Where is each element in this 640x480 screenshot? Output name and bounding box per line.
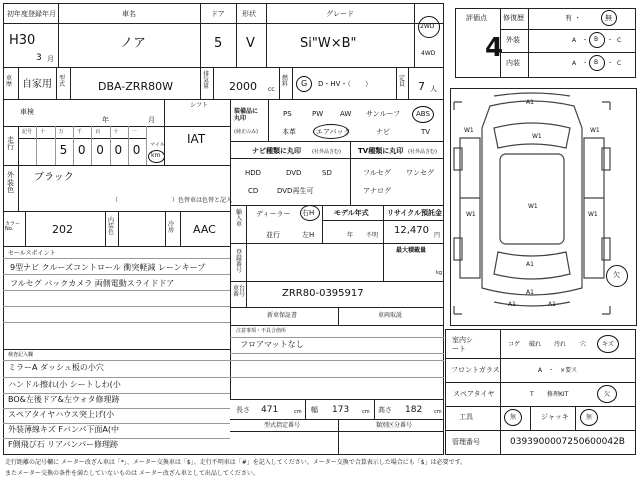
rule [3,306,230,307]
mile-unit: マイル [150,142,165,148]
inspector-line: ハンドル擦れ(小 シートしわ(小 [8,380,121,389]
shape-value: V [246,36,255,51]
chassis-value: ZRR80-0395917 [282,288,364,299]
damage-mark: A1 [548,301,556,308]
width-label: 幅 [311,406,318,414]
divider [230,281,444,282]
tv-type-sub: (社外品含む) [408,149,437,155]
col-divider [18,67,19,99]
col-divider [213,67,214,99]
col-divider [58,3,59,67]
int-dot: ・ [607,60,614,67]
digit-col-divider [110,126,111,165]
divider [230,325,444,326]
divider [445,358,636,359]
inspector-label: 検査記入欄 [8,352,34,358]
damage-mark: W1 [532,133,542,140]
divider [322,205,323,243]
color-no-label: カラーNo. [5,221,21,232]
capacity-unit: 人 [430,85,437,93]
repair-none: 無 [605,14,612,22]
door-label: ドア [211,10,225,18]
control-no-value: 0393900007250600042B [510,437,625,447]
sales-point-line: 9型ナビ クルーズコントロール 衝突軽減 レーンキープ [10,263,206,272]
damage-mark: A1 [508,301,516,308]
divider [230,243,444,244]
import-parallel: 並行 [266,231,280,239]
inspection-month: 月 [148,116,155,124]
displacement-label: 排気量 [203,71,210,90]
ext-c: C [617,37,622,44]
mileage-digit: 0 [114,143,123,157]
first-reg-month-unit: 月 [47,55,54,63]
divider [230,205,444,206]
interior-eval-label: 内装 [506,59,520,67]
tools-value: 無 [510,414,517,421]
first-reg-label: 初年度登録年月 [7,10,56,18]
sales-point-label: セールスポイント [8,250,56,257]
damage-mark: W1 [464,127,474,134]
row2-bottom [3,99,444,100]
divider [246,205,247,243]
divider [246,243,247,307]
equip-airbag: エアバック [316,128,351,136]
footer-note-1: 走行距離の記号欄に メーター改ざん車は「*」、メーター交換車は「$」、走行不明車は「#」を記入してください。メーター交換で合算表示した場合にも「$」は必要です。 [5,459,467,466]
length-cm: cm [294,409,302,415]
spare-tire-label: スペアタイヤ [453,390,495,398]
color-value: ブラック [34,172,74,183]
inspector-line: ミラーA ダッシュ板の小穴 [8,363,104,372]
type-number-label: 型式指定番号 [264,422,301,429]
int-dot: ・ [582,60,589,67]
divider [445,406,636,407]
car-name-label: 車名 [122,10,136,18]
rule [3,290,230,291]
col-divider [279,67,280,99]
divider [374,399,375,419]
damage-mark: A1 [526,289,534,296]
equip-sunroof: サンルーフ [366,110,401,118]
rule [3,423,230,424]
inspection-year: 年 [102,116,109,124]
digit-header: 万 [58,129,64,135]
width-value: 173 [332,405,350,415]
shape-label: 形状 [242,10,256,18]
mileage-digit: 0 [132,143,141,157]
shift-value: IAT [187,132,206,146]
digit-header: 記号 [22,129,33,135]
rule [3,393,230,394]
front-glass-label: フロントガラス [451,366,500,374]
displacement-value: 2000 [229,80,257,93]
category-number-label: 類別区分番号 [376,422,413,429]
drive-2wd: 2WD [420,23,435,30]
equip-tv: TV [421,128,431,136]
divider [3,211,230,212]
grade-label: グレード [326,10,354,18]
equipment-sublabel: (純正のみ) [234,129,258,135]
divider [528,8,529,78]
mileage-digit: 5 [59,143,68,157]
interior-seat-label: 室内シート [452,336,473,354]
import-label: 輸入車 [236,209,243,228]
navi-dvd-play: DVD再生可 [277,187,314,195]
damage-mark: A1 [526,261,534,268]
model-year-label: モデル年式 [334,209,369,217]
divider [230,158,444,159]
equip-abs: ABS [416,110,430,118]
rule [3,408,230,409]
divider [3,349,230,350]
navi-type-label: ナビ種類に丸印 [252,147,301,155]
first-reg-era: H30 [9,33,36,48]
rule [3,438,230,439]
col-divider [292,67,293,99]
digit-header: 十 [40,129,46,135]
divider [25,211,26,246]
inspector-line: F側飛び石 リアバンパー修理跡 [8,440,118,449]
equip-ps: PS [283,110,292,118]
rule [230,337,444,338]
length-label: 長さ [236,406,250,414]
width-cm: cm [362,409,370,415]
divider [268,99,269,141]
digit-header: 百 [95,129,101,135]
divider [500,29,636,30]
col-divider [266,3,267,67]
inspector-line: スペアタイヤハウス突上げ(小 [8,410,115,419]
model-label: 型式 [59,75,66,88]
height-value: 182 [405,405,423,415]
footer-note-2: またメーター交換の条件を満たしていないものは メーター改ざん車として出品してください。 [5,470,259,477]
divider [322,220,444,221]
divider [305,399,306,419]
digit-col-divider [128,126,129,165]
digit-header: 千 [76,129,82,135]
jack-label: ジャッキ [541,413,569,421]
divider [338,419,339,455]
import-right: 右H [302,209,315,217]
recycle-value: 12,470 [394,225,429,236]
rule [3,274,230,275]
divider [575,406,576,430]
damage-mark: W1 [588,211,598,218]
interior-label: 内装色 [108,217,115,236]
spare-none: 欠 [604,391,611,398]
equip-navi: ナビ [376,128,390,136]
drive-4wd: 4WD [421,50,436,57]
tv-analog: アナログ [363,187,391,195]
equip-leather: 本革 [282,128,296,136]
navi-sd: SD [322,169,332,177]
divider [230,307,444,308]
int-b: B [594,59,599,66]
digit-col-divider [146,126,147,165]
color-note: （ ）色替車は色替と記入 [112,197,233,204]
center-divider [230,99,231,399]
inspector-line: 外装薄線キズ Fバンパ下面A(中 [8,425,120,434]
int-a: A [572,60,577,67]
km-unit: km [151,152,161,159]
color-label: 外装色 [7,171,14,195]
col-divider [70,67,71,99]
rule [3,360,444,361]
recycle-label: リサイクル預託金 [387,209,443,217]
max-load-label: 最大積載量 [396,247,427,254]
note-value: フロアマットなし [240,340,304,349]
digit-col-divider [36,126,37,165]
mileage-label: 走行 [7,136,14,151]
tools-label: 工具 [459,413,473,421]
car-name-value: ノア [120,36,147,51]
exterior-label: 外装 [506,36,520,44]
first-reg-month: 3 [36,53,42,63]
mileage-digit: 0 [77,143,86,157]
col-divider [414,3,415,67]
navi-cd: CD [248,187,259,195]
import-dealer: ディーラー [256,210,291,218]
rule [3,258,230,259]
front-glass-value: A ・ ×要ス [538,367,578,374]
digit-col-divider [55,126,56,165]
divider [18,165,19,211]
score-value: 4 [485,33,504,63]
digit-header: 一 [131,129,137,135]
ext-dot: ・ [607,37,614,44]
fuel-g: G [301,79,308,88]
col-divider [200,3,201,67]
damage-mark: W1 [528,203,538,210]
damage-mark: A1 [526,99,534,106]
shift-label: シフト [190,102,209,109]
rule [3,322,230,323]
model-year-year: 年 [347,232,354,239]
capacity-value: 7 [418,80,425,93]
rule [3,377,444,378]
divider [118,211,119,246]
spare-marker-text: 欠 [613,271,620,279]
tv-oneseg: ワンセグ [406,169,434,177]
seat-hole: 穴 [580,341,587,348]
divider [3,165,230,166]
chassis-label: 車台番号 [233,285,246,298]
fuel-label: 燃料 [282,75,289,88]
history-label: 車歴 [6,75,13,88]
divider [500,52,636,53]
ext-b: B [594,36,599,43]
fuel-options: D・HV・（ ） [318,80,372,88]
divider [230,431,444,432]
tv-fullseg: フルセグ [363,169,391,177]
col-divider [408,67,409,99]
digit-header: 十 [113,129,119,135]
col-divider [396,67,397,99]
doors-value: 5 [214,36,223,51]
divider [500,329,501,455]
divider [350,141,351,205]
divider [338,307,339,325]
divider [105,211,106,246]
seat-scratch: キズ [602,341,614,348]
digit-col-divider [73,126,74,165]
usage-value: 自家用 [22,79,52,90]
divider [180,211,181,246]
notes-label: 注意事項・不具合箇所 [236,328,287,334]
inspection-label: 車検 [20,108,34,116]
divider [18,126,19,165]
seat-burn: コゲ [508,341,521,348]
ext-dot: ・ [582,37,589,44]
col-divider [236,3,237,67]
inspector-line: BO&左後ドア&左ウォタ修理跡 [8,395,120,404]
ac-label: 冷房 [168,221,175,234]
seat-tear: 破れ [529,341,542,348]
equip-aw: AW [340,110,352,118]
sales-point-line: フルセグ バックカメラ 両側電動スライドドア [10,279,175,288]
import-left: 左H [302,231,315,239]
equipment-label: 装備品に丸印 [234,108,259,123]
divider [230,419,444,420]
reg-no-label: 登録番号 [236,249,243,274]
divider [445,430,636,431]
divider [530,406,531,430]
col-divider [56,67,57,99]
navi-hdd: HDD [245,169,262,177]
grade-value: Si"W×B" [300,36,357,51]
height-label: 高さ [378,406,392,414]
kg-unit: kg [436,270,443,276]
capacity-label: 定員 [399,75,406,88]
damage-mark: W1 [466,211,476,218]
length-value: 471 [261,405,279,415]
mileage-digit: 0 [96,143,104,157]
car-body-diagram [450,88,637,326]
color-no-value: 202 [52,223,73,236]
digit-col-divider [91,126,92,165]
navi-dvd: DVD [286,169,302,177]
spare-kit: 修理KIT [547,391,569,398]
divider [230,141,444,142]
divider [445,382,636,383]
navi-type-sub: (社外品含む) [312,149,341,155]
height-cm: cm [434,409,442,415]
damage-mark: W1 [590,127,600,134]
row1-divider [3,23,444,24]
ac-value: AAC [193,223,216,236]
divider [165,211,166,246]
model-year-unknown: 不明 [366,232,379,239]
score-label: 評価点 [466,14,487,22]
tv-type-label: TV種類に丸印 [358,147,404,155]
repair-options: 有 ・ [565,14,582,22]
spare-t: T [530,391,534,398]
model-value: DBA-ZRR80W [98,80,173,93]
warranty-label: 新車保証書 [267,312,298,319]
manual-label: 車両取説 [378,312,403,319]
equip-pw: PW [312,110,324,118]
yen-unit: 円 [434,232,441,239]
control-no-label: 管理番号 [452,438,480,446]
seat-stain: 汚れ [554,341,567,348]
divider [3,246,230,247]
ext-a: A [572,37,577,44]
int-c: C [617,60,622,67]
cc-unit: cc [268,86,275,93]
rule [230,353,444,354]
repair-label: 修復歴 [503,14,524,22]
jack-value: 無 [586,414,593,421]
col-divider [200,67,201,99]
divider [230,399,444,400]
